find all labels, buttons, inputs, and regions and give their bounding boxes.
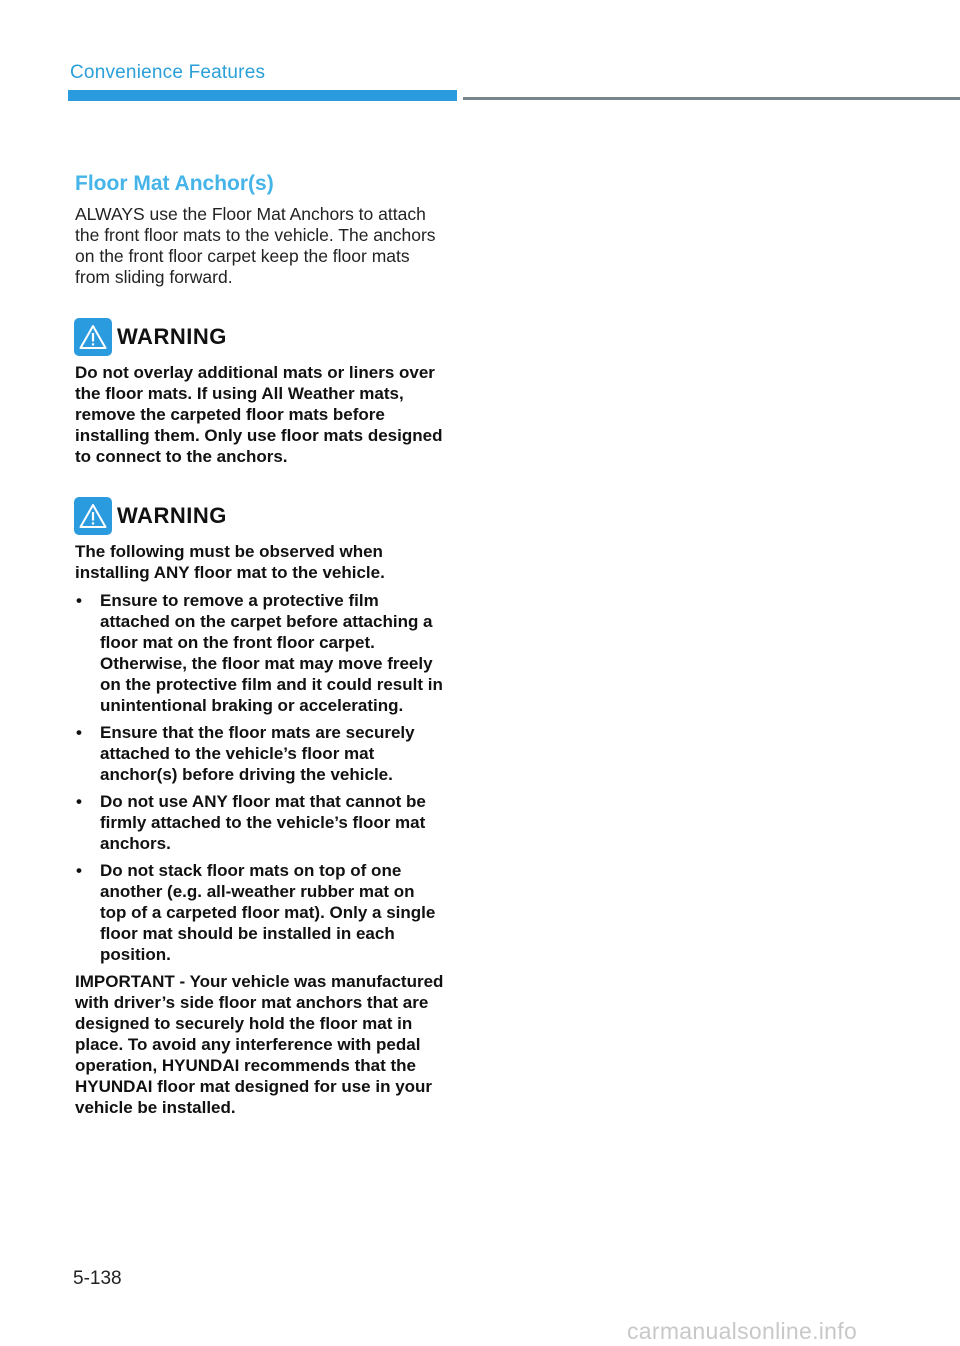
chapter-title: Convenience Features xyxy=(70,62,266,83)
content-column xyxy=(75,172,445,1118)
list-item: • Do not stack floor mats on top of one another (e.g. all-weather rubber mat on top of a carpeted floor mat). Only a single floor mat should be installed in each position. xyxy=(75,860,445,965)
watermark-logo: carmanualsonline.info xyxy=(627,1318,858,1344)
page-number: 5-138 xyxy=(73,1268,122,1289)
important-note: IMPORTANT - Your vehicle was manufactured with driver’s side floor mat anchors that are designed to securely hold the floor mat in place. To avoid any interference with pedal operation, HYUNDAI recommends that the HYUNDAI floor mat designed for use in your vehicle be installed. xyxy=(75,972,444,1117)
list-item: • Do not use ANY floor mat that cannot be firmly attached to the vehicle’s floor mat anchors. xyxy=(75,791,445,854)
warning-triangle-icon xyxy=(74,318,112,356)
warning-triangle-icon xyxy=(74,497,112,535)
intro-paragraph: ALWAYS use the Floor Mat Anchors to attach the front floor mats to the vehicle. The anchors on the front floor carpet keep the floor mats from sliding forward. xyxy=(75,204,436,287)
warning-header-1 xyxy=(74,318,445,356)
header-accent-bar xyxy=(68,90,457,101)
warning-lead-2: The following must be observed when installing ANY floor mat to the vehicle. xyxy=(75,542,385,582)
warning-bullet-list xyxy=(75,590,445,965)
warning-text-1: Do not overlay additional mats or liners over the floor mats. If using All Weather mats, remove the carpeted floor mats before installing them. Only use floor mats designed to connect to the anchors. xyxy=(75,363,443,466)
warning-label: WARNING xyxy=(117,324,227,349)
warning-label: WARNING xyxy=(117,503,227,528)
header-divider xyxy=(463,97,960,100)
list-item: • Ensure to remove a protective film attached on the carpet before attaching a floor mat on the front floor carpet. Otherwise, the floor mat may move freely on the protective film and it could result in unintentional braking or accelerating. xyxy=(75,590,445,716)
section-title: Floor Mat Anchor(s) xyxy=(75,172,274,195)
warning-header-2 xyxy=(74,497,445,535)
list-item: • Ensure that the floor mats are securely attached to the vehicle’s floor mat anchor(s) before driving the vehicle. xyxy=(75,722,445,785)
